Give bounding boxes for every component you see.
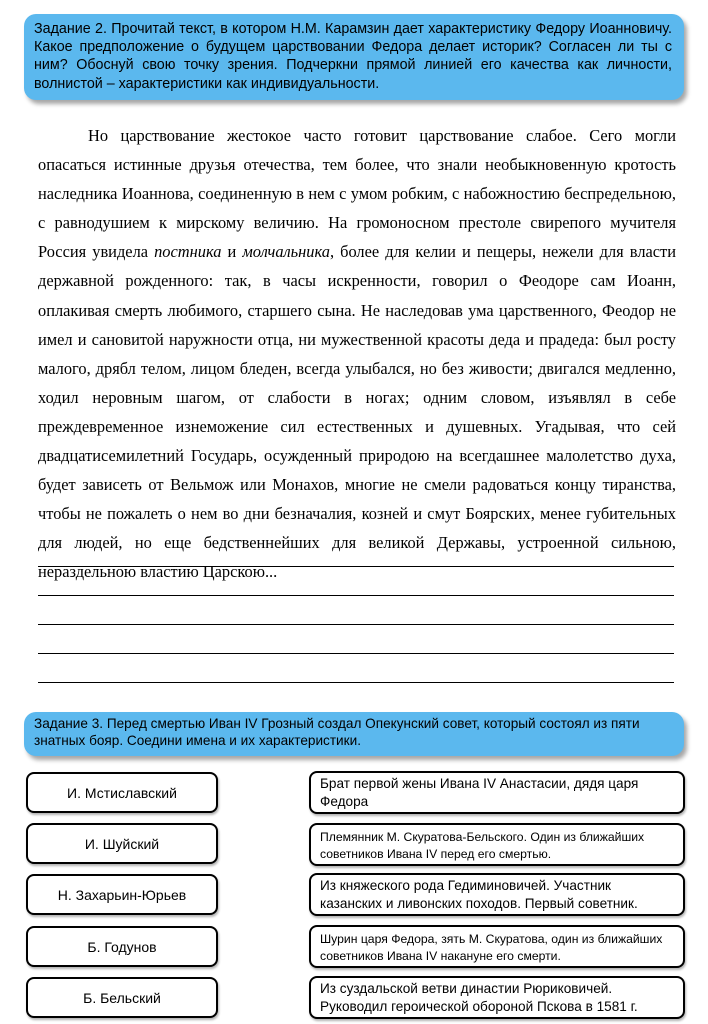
name-label: И. Мстиславский [67, 784, 177, 801]
description-text: Шурин царя Федора, зять М. Скуратова, один из ближайших советников Ивана IV накануне его смерти. [320, 932, 663, 963]
passage-italic-postnik: постника [154, 242, 222, 262]
name-box-godunov[interactable] [26, 926, 218, 967]
task-2-text: Задание 2. Прочитай текст, в котором Н.М. Карамзин дает характеристику Федору Иоанновичу. Какое предположение о будущем царствовании Федора делает историк? Согласен ли ты с ним? Обоснуй свою точку зрения. Подчеркни прямой линией его качества как личности, волнистой – характеристики как индивидуальности. [34, 21, 672, 92]
description-text: Из суздальской ветви династии Рюриковичей. Руководил героической обороной Пскова в 1581 г. [320, 981, 638, 1014]
name-box-belsky[interactable] [26, 977, 218, 1018]
answer-line-5[interactable] [38, 682, 674, 683]
name-box-mstislavsky[interactable] [26, 772, 218, 813]
answer-line-4[interactable] [38, 653, 674, 654]
answer-line-3[interactable] [38, 624, 674, 625]
name-label: И. Шуйский [84, 835, 160, 852]
passage-part-3: , более для келии и пещеры, нежели для власти державной рожденного: так, в часы искренности, говорил о Феодоре сам Иоанн, оплакивая смерть любимого, старшего сына. Не наследовав ума царственного, Феодор не имел и сановитой наружности отца, ни мужественной красоты деда и прадеда: был росту малого, дрябл телом, лицом бледен, всегда улыбался, но без живости; двигался медленно, ходил неровным шагом, от слабости в ногах; одним словом, изъявлял в себе преждевременное изнеможение сил естественных и душевных. Угадывая, что сей двадцатисемилетний Государь, осужденный природою на всегдашнее малолетство духа, будет зависеть от Вельмож или Монахов, многие не смели радоваться концу тиранства, чтобы не пожалеть о нем во дни безначалия, козней и смут Боярских, менее губительных для людей, но еще бедственнейших для великой Державы, устроенной сильною, нераздельною властию Царскою... [38, 242, 676, 582]
name-label: Б. Годунов [87, 938, 157, 955]
description-text: Из княжеского рода Гедиминовичей. Участник казанских и ливонских походов. Первый советник. [320, 878, 638, 911]
description-text: Брат первой жены Ивана IV Анастасии, дядя царя Федора [320, 776, 639, 809]
answer-line-1[interactable] [38, 566, 674, 567]
passage-italic-molchalnik: молчальника [242, 242, 330, 262]
description-box-3[interactable] [309, 873, 685, 916]
description-box-4[interactable] [309, 925, 685, 968]
task-3-banner [24, 712, 684, 756]
passage-part-1: Но царствование жестокое часто готовит царствование слабое. Сего могли опасаться истинные друзья отечества, тем более, что знали необыкновенную кротость наследника Иоаннова, соединенную в нем с умом робким, с набожностию беспредельною, с равнодушием к мирскому величию. На громоносном престоле свирепого мучителя Россия увидела [38, 126, 676, 262]
description-box-2[interactable] [309, 823, 685, 866]
passage-part-2: и [221, 242, 243, 262]
task-2-banner [24, 14, 684, 100]
name-box-zakharin-yuryev[interactable] [26, 874, 218, 915]
name-box-shuisky[interactable] [26, 823, 218, 864]
description-box-1[interactable] [309, 771, 685, 814]
karamzin-passage [38, 121, 676, 587]
name-label: Б. Бельский [83, 989, 161, 1006]
task-3-text: Задание 3. Перед смертью Иван IV Грозный создал Опекунский совет, который состоял из пяти знатных бояр. Соедини имена и их характеристики. [34, 716, 640, 748]
answer-line-2[interactable] [38, 595, 674, 596]
name-label: Н. Захарьин-Юрьев [57, 886, 187, 903]
description-text: Племянник М. Скуратова-Бельского. Один из ближайших советников Ивана IV перед его смертью. [320, 830, 645, 861]
description-box-5[interactable] [309, 976, 685, 1019]
